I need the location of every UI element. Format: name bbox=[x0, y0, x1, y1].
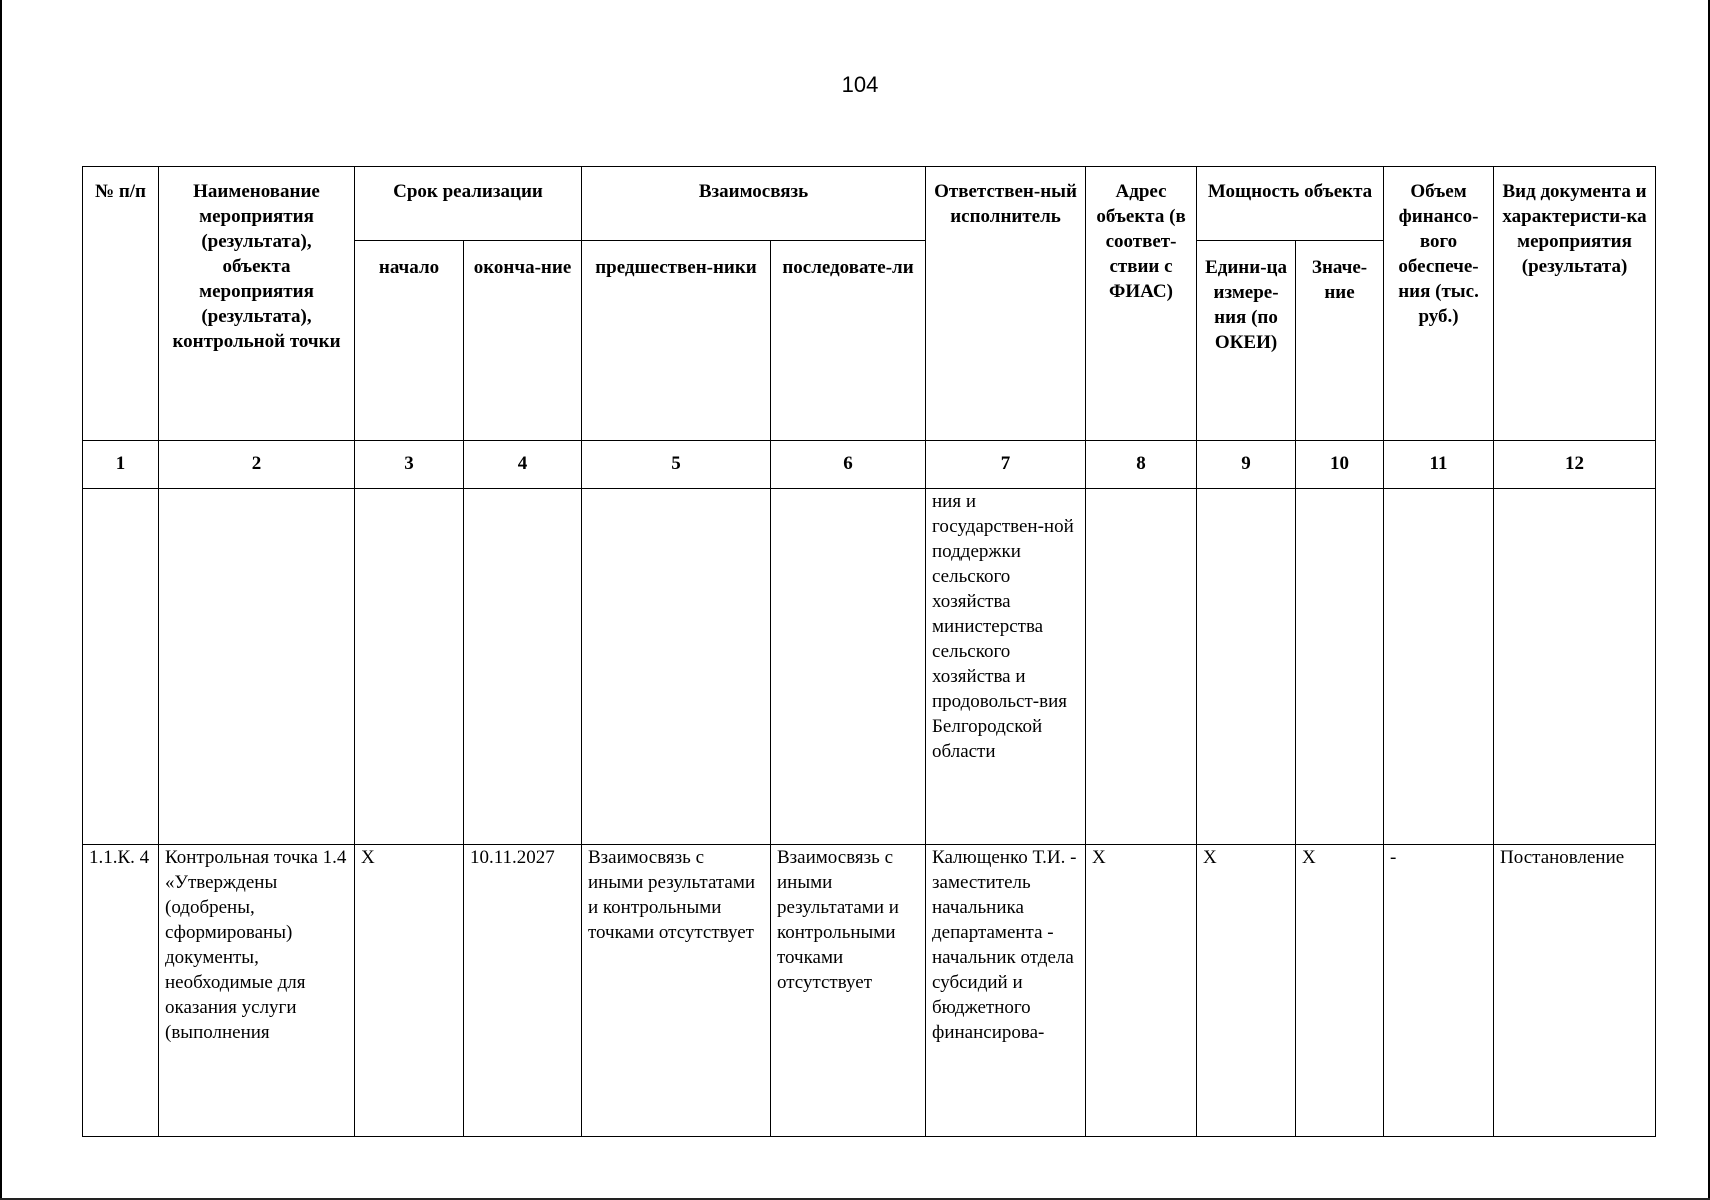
scan-left-edge bbox=[0, 0, 2, 1200]
cell-doc: Постановление bbox=[1494, 845, 1656, 1137]
header-link-prev: предшествен-ники bbox=[582, 241, 771, 441]
cell-end bbox=[464, 489, 582, 845]
cell-responsible: ния и государствен-ной поддержки сельского хозяйства министерства сельского хозяйства и продовольст-вия Белгородской области bbox=[926, 489, 1086, 845]
column-number: 11 bbox=[1384, 441, 1494, 489]
column-number: 6 bbox=[771, 441, 926, 489]
header-row-1 bbox=[83, 167, 1656, 241]
cell-doc bbox=[1494, 489, 1656, 845]
header-capacity-value: Значе-ние bbox=[1296, 241, 1384, 441]
header-doc-type: Вид документа и характеристи-ка мероприятия (результата) bbox=[1494, 167, 1656, 441]
header-capacity-unit: Едини-ца измере-ния (по ОКЕИ) bbox=[1197, 241, 1296, 441]
cell-unit: Х bbox=[1197, 845, 1296, 1137]
header-term-start: начало bbox=[355, 241, 464, 441]
page-number: 104 bbox=[841, 72, 879, 97]
cell-prev: Взаимосвязь с иными результатами и контрольными точками отсутствует bbox=[582, 845, 771, 1137]
column-number: 10 bbox=[1296, 441, 1384, 489]
header-term-end: оконча-ние bbox=[464, 241, 582, 441]
cell-unit bbox=[1197, 489, 1296, 845]
cell-name: Контрольная точка 1.4 «Утверждены (одобрены, сформированы) документы, необходимые для оказания услуги (выполнения bbox=[159, 845, 355, 1137]
header-link-next: последовате-ли bbox=[771, 241, 926, 441]
column-number: 1 bbox=[83, 441, 159, 489]
header-term: Срок реализации bbox=[355, 167, 582, 241]
cell-finance bbox=[1384, 489, 1494, 845]
cell-finance: - bbox=[1384, 845, 1494, 1137]
header-link: Взаимосвязь bbox=[582, 167, 926, 241]
cell-address: Х bbox=[1086, 845, 1197, 1137]
cell-value bbox=[1296, 489, 1384, 845]
cell-next: Взаимосвязь с иными результатами и контрольными точками отсутствует bbox=[771, 845, 926, 1137]
table-row bbox=[83, 489, 1656, 845]
cell-start: Х bbox=[355, 845, 464, 1137]
cell-address bbox=[1086, 489, 1197, 845]
column-number: 7 bbox=[926, 441, 1086, 489]
header-address: Адрес объекта (в соответ-ствии с ФИАС) bbox=[1086, 167, 1197, 441]
column-number: 2 bbox=[159, 441, 355, 489]
activities-table bbox=[82, 166, 1656, 1137]
column-numbers-row bbox=[83, 441, 1656, 489]
cell-next bbox=[771, 489, 926, 845]
cell-name bbox=[159, 489, 355, 845]
cell-num: 1.1.К. 4 bbox=[83, 845, 159, 1137]
column-number: 3 bbox=[355, 441, 464, 489]
column-number: 8 bbox=[1086, 441, 1197, 489]
column-number: 9 bbox=[1197, 441, 1296, 489]
header-capacity: Мощность объекта bbox=[1197, 167, 1384, 241]
header-responsible: Ответствен-ный исполнитель bbox=[926, 167, 1086, 441]
header-num: № п/п bbox=[83, 167, 159, 441]
column-number: 4 bbox=[464, 441, 582, 489]
cell-end: 10.11.2027 bbox=[464, 845, 582, 1137]
header-finance: Объем финансо-вого обеспече-ния (тыс. руб.) bbox=[1384, 167, 1494, 441]
table-row bbox=[83, 845, 1656, 1137]
column-number: 5 bbox=[582, 441, 771, 489]
cell-value: Х bbox=[1296, 845, 1384, 1137]
cell-start bbox=[355, 489, 464, 845]
header-name: Наименование мероприятия (результата), объекта мероприятия (результата), контрольной точки bbox=[159, 167, 355, 441]
column-number: 12 bbox=[1494, 441, 1656, 489]
cell-prev bbox=[582, 489, 771, 845]
cell-responsible: Калющенко Т.И. - заместитель начальника департамента - начальник отдела субсидий и бюджетного финансирова- bbox=[926, 845, 1086, 1137]
cell-num bbox=[83, 489, 159, 845]
